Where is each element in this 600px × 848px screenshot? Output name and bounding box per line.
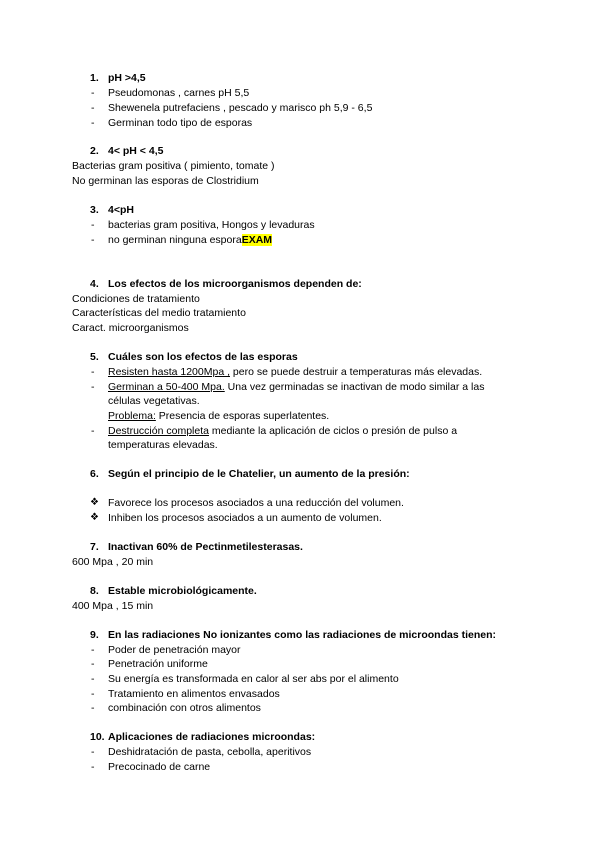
section-4-title: Los efectos de los microorganismos dependen de: — [108, 278, 362, 290]
diamond-bullet-icon: ❖ — [90, 512, 99, 523]
bullet-dash: - — [91, 87, 95, 99]
section-7-line: 600 Mpa , 20 min — [72, 556, 154, 568]
section-1-number: 1. — [90, 72, 99, 84]
section-8-line: 400 Mpa , 15 min — [72, 600, 154, 612]
section-6-item: Inhiben los procesos asociados a un aumento de volumen. — [108, 512, 382, 524]
item-text: mediante la aplicación de ciclos o presión de pulso a — [208, 425, 458, 437]
section-2-number: 2. — [90, 145, 99, 157]
section-4-line: Características del medio tratamiento — [72, 307, 246, 319]
bullet-dash: - — [91, 381, 95, 393]
section-9-item: Tratamiento en alimentos envasados — [108, 688, 280, 700]
section-5-item — [108, 381, 484, 394]
bullet-dash: - — [91, 746, 95, 758]
section-10-title: Aplicaciones de radiaciones microondas: — [108, 731, 316, 743]
section-8-number: 8. — [90, 585, 99, 597]
section-1-item: Germinan todo tipo de esporas — [108, 117, 253, 129]
section-9-item: Penetración uniforme — [108, 658, 208, 670]
section-9-item: combinación con otros alimentos — [108, 702, 261, 714]
section-2-line: No germinan las esporas de Clostridium — [72, 175, 259, 187]
section-9-title: En las radiaciones No ionizantes como las radiaciones de microondas tienen: — [108, 629, 497, 641]
section-9-item: Poder de penetración mayor — [108, 644, 241, 656]
section-5-item — [108, 366, 482, 379]
underlined-text: Resisten hasta 1200Mpa , — [108, 366, 230, 378]
underlined-text: Problema: — [108, 410, 156, 422]
section-7-title: Inactivan 60% de Pectinmetilesterasas. — [108, 541, 303, 553]
section-6-item: Favorece los procesos asociados a una reducción del volumen. — [108, 497, 404, 509]
section-5-title: Cuáles son los efectos de las esporas — [108, 351, 298, 363]
section-2-line: Bacterias gram positiva ( pimiento, tomate ) — [72, 160, 275, 172]
bullet-dash: - — [91, 425, 95, 437]
section-10-item: Deshidratación de pasta, cebolla, aperitivos — [108, 746, 312, 758]
item-text: Una vez germinadas se inactivan de modo similar a las — [224, 381, 485, 393]
section-1-item: Shewenela putrefaciens , pescado y marisco ph 5,9 - 6,5 — [108, 102, 373, 114]
section-8-title: Estable microbiológicamente. — [108, 585, 257, 597]
section-1-item: Pseudomonas , carnes pH 5,5 — [108, 87, 250, 99]
section-6-title: Según el principio de le Chatelier, un aumento de la presión: — [108, 468, 410, 480]
section-4-line: Condiciones de tratamiento — [72, 293, 200, 305]
bullet-dash: - — [91, 688, 95, 700]
bullet-dash: - — [91, 644, 95, 656]
section-10-number: 10. — [90, 731, 105, 743]
bullet-dash: - — [91, 761, 95, 773]
section-7-number: 7. — [90, 541, 99, 553]
section-6-number: 6. — [90, 468, 99, 480]
section-4-line: Caract. microorganismos — [72, 322, 189, 334]
section-9-number: 9. — [90, 629, 99, 641]
section-10-item: Precocinado de carne — [108, 761, 211, 773]
section-3-number: 3. — [90, 204, 99, 216]
section-3-item — [108, 234, 272, 247]
section-5-item-cont: temperaturas elevadas. — [108, 439, 218, 451]
item-text: Presencia de esporas superlatentes. — [155, 410, 330, 422]
section-3-item: bacterias gram positiva, Hongos y levaduras — [108, 219, 315, 231]
diamond-bullet-icon: ❖ — [90, 497, 99, 508]
underlined-text: Germinan a 50-400 Mpa. — [108, 381, 225, 393]
section-3-title: 4<pH — [108, 204, 134, 216]
bullet-dash: - — [91, 366, 95, 378]
section-5-number: 5. — [90, 351, 99, 363]
bullet-dash: - — [91, 702, 95, 714]
underlined-text: Destrucción completa — [108, 425, 209, 437]
bullet-dash: - — [91, 234, 95, 246]
section-9-item: Su energía es transformada en calor al ser abs por el alimento — [108, 673, 399, 685]
bullet-dash: - — [91, 117, 95, 129]
item-text: pero se puede destruir a temperaturas más elevadas. — [230, 366, 483, 378]
bullet-dash: - — [91, 673, 95, 685]
exam-highlight: EXAM — [241, 234, 273, 246]
section-1-title: pH >4,5 — [108, 72, 146, 84]
bullet-dash: - — [91, 219, 95, 231]
section-5-item — [108, 425, 457, 438]
section-3-item-text: no germinan ninguna espora — [108, 234, 242, 246]
bullet-dash: - — [91, 102, 95, 114]
section-4-number: 4. — [90, 278, 99, 290]
section-5-problem — [108, 410, 329, 423]
section-2-title: 4< pH < 4,5 — [108, 145, 164, 157]
bullet-dash: - — [91, 658, 95, 670]
section-5-item-cont: células vegetativas. — [108, 395, 200, 407]
